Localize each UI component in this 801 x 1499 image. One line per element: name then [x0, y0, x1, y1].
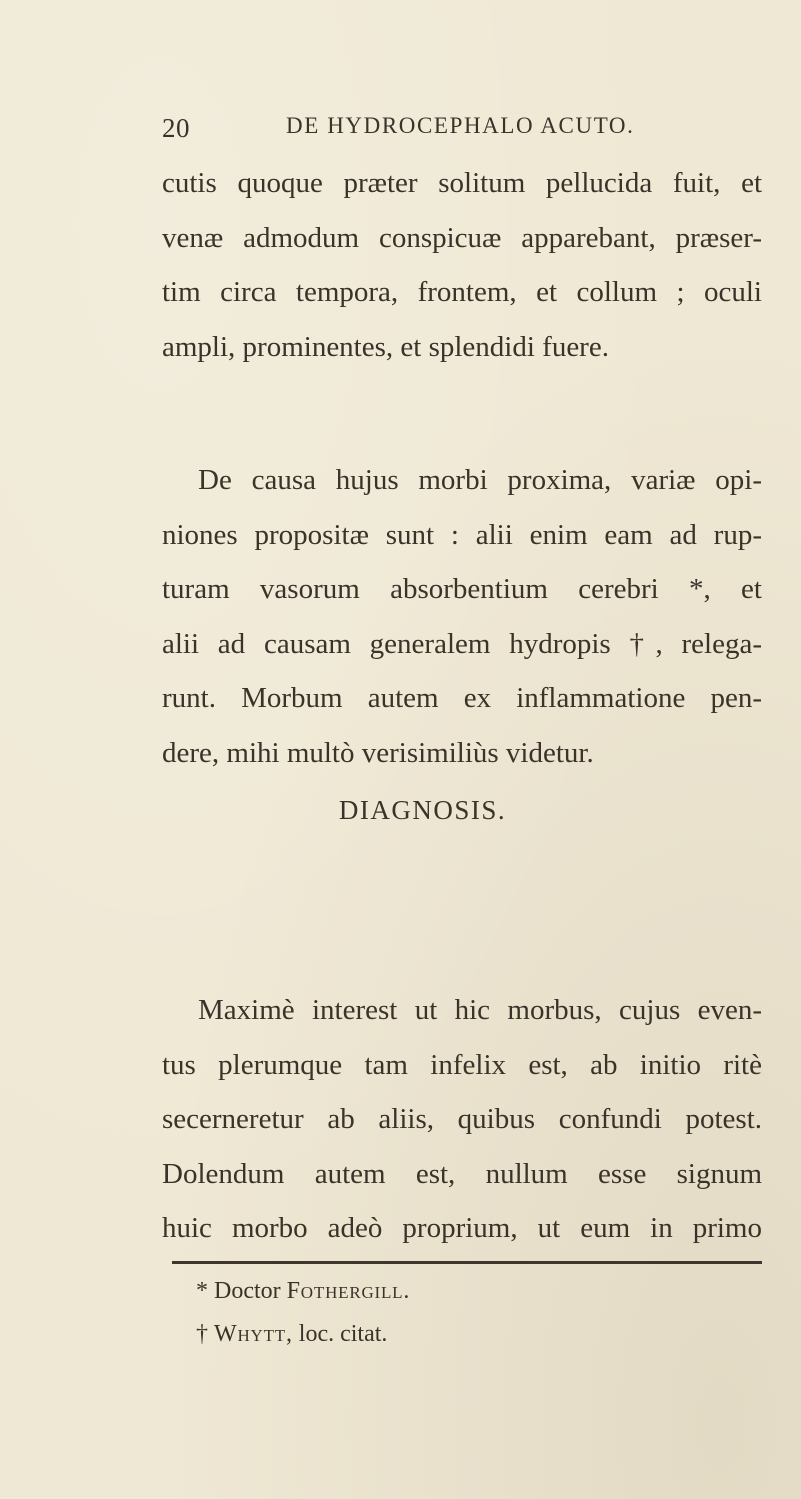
- text-line: venæ admodum conspicuæ apparebant, præser-: [162, 221, 762, 254]
- text-line: turam vasorum absorbentium cerebri *, et: [162, 573, 762, 605]
- footnote-text: Doctor: [214, 1278, 281, 1304]
- page-header: [0, 113, 801, 143]
- footnote-author: Whytt,: [214, 1321, 293, 1347]
- page-number: 20: [162, 113, 190, 143]
- paragraph-3: [162, 983, 762, 1256]
- text-line: De causa hujus morbi proxima, variæ opi-: [198, 464, 762, 496]
- footnote-divider: [172, 1261, 762, 1264]
- text-line: Dolendum autem est, nullum esse signum: [162, 1157, 762, 1190]
- text-line: alii ad causam generalem hydropis †, relega-: [162, 627, 762, 660]
- footnote-2: [196, 1313, 410, 1356]
- text-line: dere, mihi multò verisimiliùs videtur.: [162, 736, 594, 769]
- footnotes: [196, 1270, 410, 1356]
- text-line: runt. Morbum autem ex inflammatione pen-: [162, 682, 762, 714]
- footnote-text: loc. citat.: [298, 1321, 388, 1347]
- text-line: ampli, prominentes, et splendidi fuere.: [162, 330, 609, 363]
- footnote-1: [196, 1270, 410, 1313]
- text-line: tim circa tempora, frontem, et collum ; oculi: [162, 276, 762, 308]
- text-line: cutis quoque præter solitum pellucida fuit, et: [162, 167, 762, 199]
- running-title: DE HYDROCEPHALO ACUTO.: [286, 113, 635, 138]
- section-heading: DIAGNOSIS.: [338, 795, 507, 825]
- text-line: Maximè interest ut hic morbus, cujus even-: [198, 994, 762, 1026]
- text-line: secerneretur ab aliis, quibus confundi potest.: [162, 1103, 762, 1135]
- footnote-mark: †: [196, 1321, 208, 1347]
- paragraph-1: [162, 156, 762, 374]
- footnote-author: Fothergill.: [286, 1278, 411, 1304]
- text-line: tus plerumque tam infelix est, ab initio ritè: [162, 1048, 762, 1081]
- paragraph-2: [162, 453, 762, 780]
- text-line: huic morbo adeò proprium, ut eum in primo: [162, 1212, 762, 1244]
- footnote-mark: *: [196, 1278, 208, 1304]
- text-line: niones propositæ sunt : alii enim eam ad rup-: [162, 518, 762, 551]
